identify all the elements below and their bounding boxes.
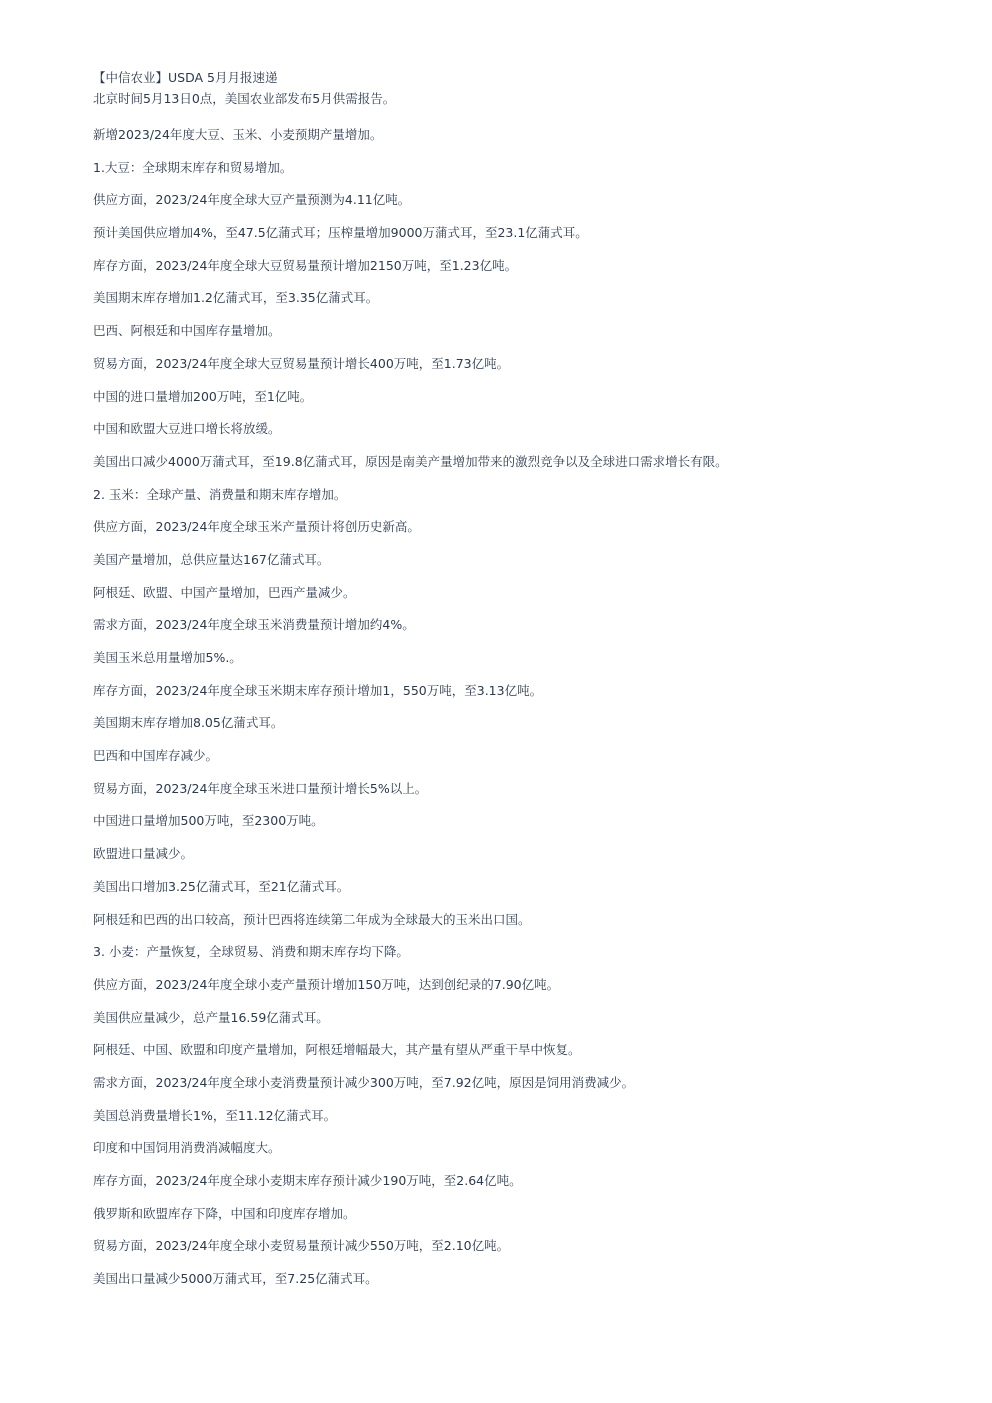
paragraph: 预计美国供应增加4%，至47.5亿蒲式耳；压榨量增加9000万蒲式耳，至23.1亿蒲式耳。 (93, 225, 588, 241)
paragraph: 供应方面，2023/24年度全球玉米产量预计将创历史新高。 (93, 519, 420, 535)
paragraph: 美国玉米总用量增加5%.。 (93, 650, 242, 665)
paragraph: 美国出口量减少5000万蒲式耳，至7.25亿蒲式耳。 (93, 1271, 378, 1287)
paragraph: 巴西、阿根廷和中国库存量增加。 (93, 323, 281, 339)
paragraph: 印度和中国饲用消费消减幅度大。 (93, 1140, 281, 1156)
paragraph: 2. 玉米：全球产量、消费量和期末库存增加。 (93, 486, 347, 502)
paragraph: 贸易方面，2023/24年度全球小麦贸易量预计减少550万吨，至2.10亿吨。 (93, 1238, 510, 1254)
paragraph: 3. 小麦：产量恢复，全球贸易、消费和期末库存均下降。 (93, 944, 409, 960)
paragraph: 库存方面，2023/24年度全球大豆贸易量预计增加2150万吨，至1.23亿吨。 (93, 257, 518, 273)
paragraph: 中国和欧盟大豆进口增长将放缓。 (93, 421, 281, 437)
document-body (93, 127, 953, 1287)
paragraph: 欧盟进口量减少。 (93, 846, 194, 862)
paragraph: 库存方面，2023/24年度全球玉米期末库存预计增加1，550万吨，至3.13亿吨。 (93, 682, 543, 698)
document-page (93, 70, 953, 1304)
paragraph: 需求方面，2023/24年度全球小麦消费量预计减少300万吨，至7.92亿吨，原因是饲用消费减少。 (93, 1074, 635, 1090)
paragraph: 美国期末库存增加8.05亿蒲式耳。 (93, 715, 284, 731)
paragraph: 美国产量增加，总供应量达167亿蒲式耳。 (93, 551, 330, 567)
paragraph: 供应方面，2023/24年度全球小麦产量预计增加150万吨，达到创纪录的7.90亿吨。 (93, 976, 560, 992)
paragraph: 中国进口量增加500万吨，至2300万吨。 (93, 813, 324, 829)
paragraph: 阿根廷和巴西的出口较高，预计巴西将连续第二年成为全球最大的玉米出口国。 (93, 911, 531, 927)
document-title: 【中信农业】USDA 5月月报速递 (93, 70, 278, 85)
paragraph: 库存方面，2023/24年度全球小麦期末库存预计减少190万吨，至2.64亿吨。 (93, 1173, 522, 1188)
paragraph: 贸易方面，2023/24年度全球玉米进口量预计增长5%以上。 (93, 780, 428, 796)
paragraph: 巴西和中国库存减少。 (93, 748, 219, 764)
paragraph: 贸易方面，2023/24年度全球大豆贸易量预计增长400万吨，至1.73亿吨。 (93, 355, 510, 371)
paragraph: 美国期末库存增加1.2亿蒲式耳，至3.35亿蒲式耳。 (93, 290, 379, 306)
paragraph: 俄罗斯和欧盟库存下降，中国和印度库存增加。 (93, 1205, 356, 1221)
document-subtitle: 北京时间5月13日0点，美国农业部发布5月供需报告。 (93, 91, 396, 106)
paragraph: 美国出口增加3.25亿蒲式耳，至21亿蒲式耳。 (93, 878, 350, 894)
paragraph: 新增2023/24年度大豆、玉米、小麦预期产量增加。 (93, 127, 383, 142)
paragraph: 美国供应量减少，总产量16.59亿蒲式耳。 (93, 1009, 329, 1025)
paragraph: 1.大豆：全球期末库存和贸易增加。 (93, 159, 293, 175)
paragraph: 阿根廷、中国、欧盟和印度产量增加，阿根廷增幅最大，其产量有望从严重干旱中恢复。 (93, 1042, 581, 1058)
paragraph: 中国的进口量增加200万吨，至1亿吨。 (93, 388, 313, 404)
paragraph: 阿根廷、欧盟、中国产量增加，巴西产量减少。 (93, 584, 356, 600)
paragraph: 需求方面，2023/24年度全球玉米消费量预计增加约4%。 (93, 617, 415, 633)
paragraph: 供应方面，2023/24年度全球大豆产量预测为4.11亿吨。 (93, 192, 411, 208)
paragraph: 美国出口减少4000万蒲式耳，至19.8亿蒲式耳，原因是南美产量增加带来的激烈竞争以及全球进口需求增长有限。 (93, 453, 728, 469)
paragraph: 美国总消费量增长1%，至11.12亿蒲式耳。 (93, 1107, 337, 1123)
